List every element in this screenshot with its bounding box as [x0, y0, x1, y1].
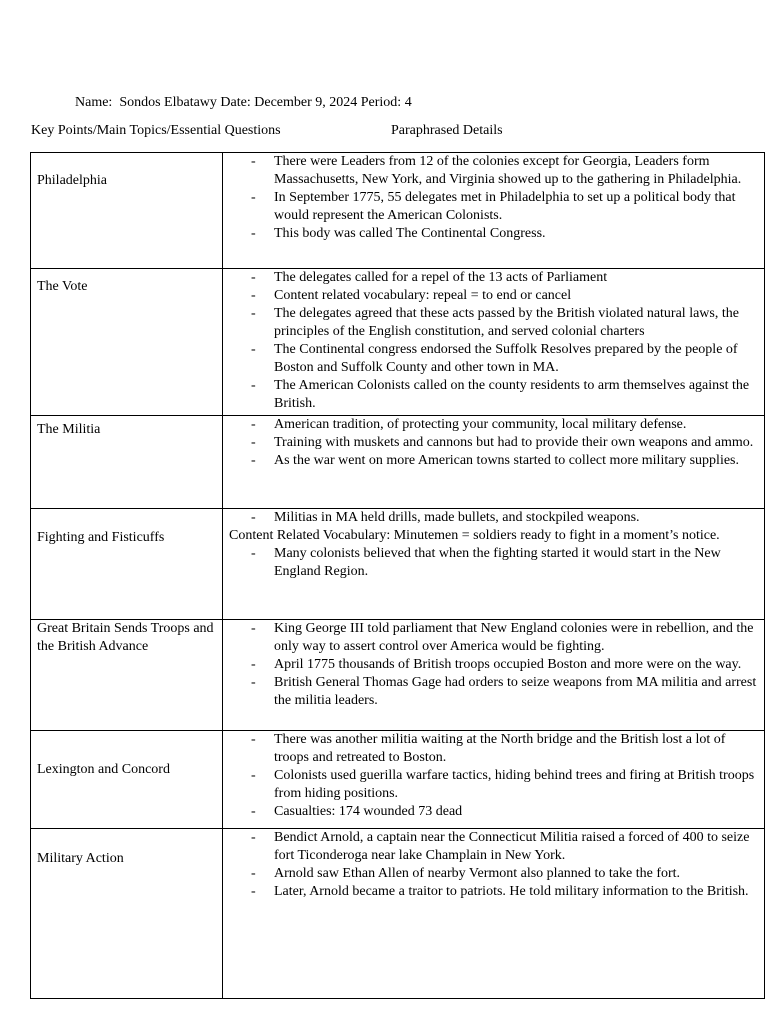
topic-label: Philadelphia [37, 173, 107, 188]
list-item: - Training with muskets and cannons but had to provide their own weapons and ammo. [223, 434, 764, 452]
details-list [223, 620, 764, 710]
list-item: - There was another militia waiting at the North bridge and the British lost a lot of troops and retreated to Boston. [223, 731, 764, 767]
list-item: - The Continental congress endorsed the Suffolk Resolves prepared by the people of Boston and Suffolk County and other town in MA. [223, 341, 764, 377]
details-cell [223, 829, 765, 999]
table-row [31, 416, 765, 509]
list-item: - April 1775 thousands of British troops occupied Boston and more were on the way. [223, 656, 764, 674]
list-item: - British General Thomas Gage had orders to seize weapons from MA militia and arrest the militia leaders. [223, 674, 764, 710]
table-row [31, 269, 765, 416]
details-cell [223, 416, 765, 509]
key-points-column-heading: Key Points/Main Topics/Essential Questions [31, 123, 281, 138]
list-item: - Bendict Arnold, a captain near the Connecticut Militia raised a forced of 400 to seize fort Ticonderoga near lake Champlain in New York. [223, 829, 764, 865]
list-item: - The American Colonists called on the county residents to arm themselves against the British. [223, 377, 764, 413]
topic-cell [31, 416, 223, 509]
details-cell [223, 509, 765, 620]
topic-label: The Militia [37, 422, 101, 437]
list-item: - As the war went on more American towns started to collect more military supplies. [223, 452, 764, 470]
table-row [31, 731, 765, 829]
topic-cell [31, 731, 223, 829]
list-item: - American tradition, of protecting your community, local military defense. [223, 416, 764, 434]
topic-label: Lexington and Concord [37, 762, 170, 777]
details-list [223, 545, 764, 581]
table-row [31, 829, 765, 999]
list-item: - There were Leaders from 12 of the colonies except for Georgia, Leaders form Massachusetts, New York, and Virginia showed up to the gathering in Philadelphia. [223, 153, 764, 189]
topic-label: Fighting and Fisticuffs [37, 530, 165, 545]
list-item: - Colonists used guerilla warfare tactics, hiding behind trees and firing at British troops from hiding positions. [223, 767, 764, 803]
list-item: - The delegates called for a repel of the 13 acts of Parliament [223, 269, 764, 287]
topic-cell [31, 509, 223, 620]
details-cell [223, 269, 765, 416]
table-row [31, 620, 765, 731]
student-info-header: Name: Sondos Elbatawy Date: December 9, 2024 Period: 4 [75, 95, 412, 110]
list-item: - Content related vocabulary: repeal = to end or cancel [223, 287, 764, 305]
list-item: - Militias in MA held drills, made bullets, and stockpiled weapons. [223, 509, 764, 527]
list-item: - The delegates agreed that these acts passed by the British violated natural laws, the principles of the English constitution, and served colonial charters [223, 305, 764, 341]
table-row [31, 509, 765, 620]
list-item: - This body was called The Continental Congress. [223, 225, 764, 243]
vocabulary-note: Content Related Vocabulary: Minutemen = soldiers ready to fight in a moment’s notice. [229, 528, 720, 543]
details-list [223, 509, 764, 527]
topic-cell [31, 153, 223, 269]
topic-cell [31, 269, 223, 416]
details-cell [223, 620, 765, 731]
topic-cell [31, 620, 223, 731]
list-item: - In September 1775, 55 delegates met in Philadelphia to set up a political body that would represent the American Colonists. [223, 189, 764, 225]
topic-label: The Vote [37, 279, 88, 294]
list-item: - Many colonists believed that when the fighting started it would start in the New England Region. [223, 545, 764, 581]
topic-label: Military Action [37, 851, 124, 866]
list-item: - King George III told parliament that New England colonies were in rebellion, and the only way to assert control over America would be fighting. [223, 620, 764, 656]
list-item: - Casualties: 174 wounded 73 dead [223, 803, 764, 821]
details-list [223, 416, 764, 470]
details-cell [223, 153, 765, 269]
details-list [223, 153, 764, 243]
list-item: - Later, Arnold became a traitor to patriots. He told military information to the British. [223, 883, 764, 901]
details-list [223, 269, 764, 413]
topic-label: Great Britain Sends Troops and the British Advance [37, 621, 214, 654]
details-list [223, 731, 764, 821]
table-row [31, 153, 765, 269]
notes-table [30, 152, 765, 999]
topic-cell [31, 829, 223, 999]
list-item: - Arnold saw Ethan Allen of nearby Vermont also planned to take the fort. [223, 865, 764, 883]
details-list [223, 829, 764, 901]
details-cell [223, 731, 765, 829]
details-column-heading: Paraphrased Details [391, 123, 503, 138]
